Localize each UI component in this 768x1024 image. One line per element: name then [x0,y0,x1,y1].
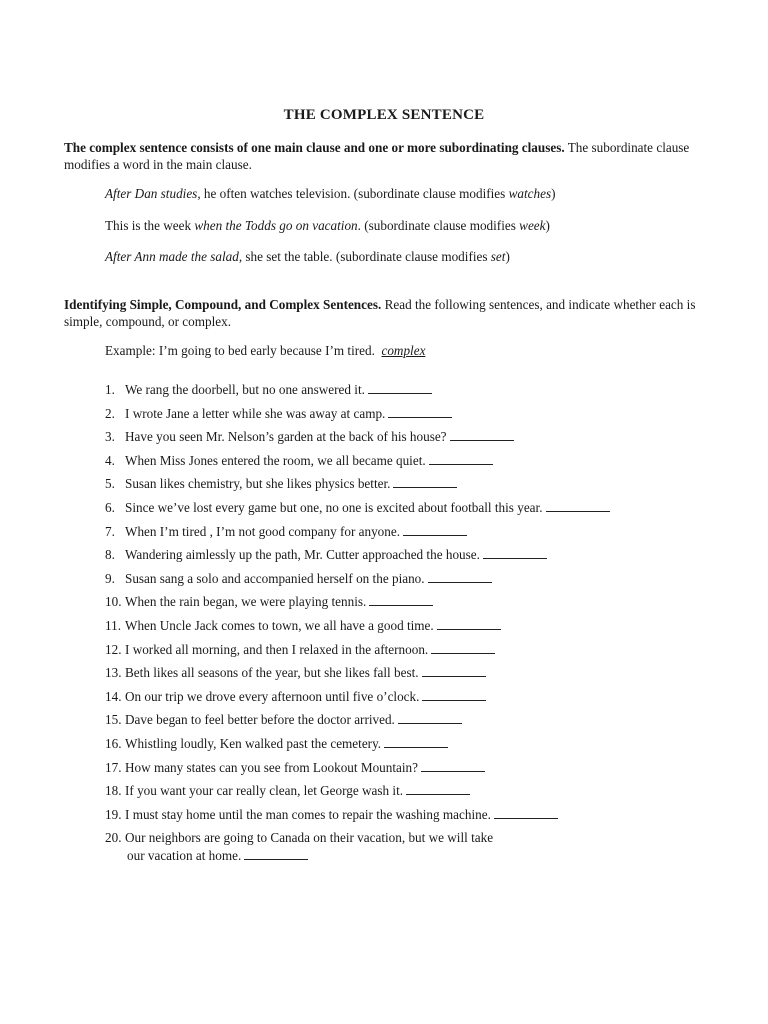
item-number: 18. [105,783,122,799]
answer-blank[interactable] [494,808,558,819]
item-text: Since we’ve lost every game but one, no one is excited about football this year. [125,500,543,515]
example-3-end: ) [505,249,510,264]
answer-blank[interactable] [546,501,610,512]
item-number: 16. [105,736,122,751]
exercise-item [105,712,462,728]
item-text: I wrote Jane a letter while she was away at camp. [125,405,386,421]
example-2-text: . (subordinate clause modifies [357,218,520,233]
exercise-item [105,382,432,398]
item-number: 2. [105,405,115,421]
exercise-item [105,618,501,634]
item-number: 12. [105,641,122,657]
intro-rest: The subordinate clause modifies a word in the main clause. [64,140,690,172]
example-3-text: , she set the table. (subordinate clause modifies [238,249,491,264]
answer-blank[interactable] [384,737,448,748]
example-2-clause: when the Todds go on vacation [194,218,358,233]
item-text: Susan likes chemistry, but she likes physics better. [125,476,391,492]
answer-blank[interactable] [450,430,514,441]
exercise-item [105,783,470,799]
exercise-item [105,807,558,823]
exercise-item [105,594,433,610]
item-text: Beth likes all seasons of the year, but she likes fall best. [125,665,419,681]
item-text: On our trip we drove every afternoon until five o’clock. [125,688,420,704]
answer-blank[interactable] [483,548,547,559]
section-instructions [64,296,714,330]
item-number: 17. [105,759,122,775]
worked-example-text: Example: I’m going to bed early because I’m tired. [105,343,375,358]
item-number: 13. [105,665,122,681]
item-text: Dave began to feel better before the doctor arrived. [125,712,395,728]
item-text: How many states can you see from Lookout Mountain? [125,759,418,775]
item-number: 15. [105,712,122,728]
item-number: 6. [105,500,115,515]
exercise-item [105,571,492,587]
answer-blank[interactable] [406,784,470,795]
answer-blank[interactable] [393,477,457,488]
example-2-modified: week [519,218,546,233]
intro-paragraph [64,139,714,173]
example-3-clause: After Ann made the salad [105,249,239,264]
page-title: THE COMPLEX SENTENCE [283,107,485,123]
item-number: 8. [105,547,115,563]
item-20-continuation-text: our vacation at home. [127,848,242,863]
example-2-end: ) [545,218,550,233]
exercise-item [105,689,486,705]
item-number: 7. [105,523,115,539]
item-number: 11. [105,618,121,633]
example-3-modified: set [490,249,506,264]
answer-blank[interactable] [421,761,485,772]
answer-blank[interactable] [422,666,486,677]
item-text: When I’m tired , I’m not good company for anyone. [125,523,401,539]
item-text: Have you seen Mr. Nelson’s garden at the back of his house? [125,429,447,445]
example-1-modified: watches [508,186,552,201]
worked-example [105,343,425,359]
exercise-item [105,453,493,469]
worked-example-answer: complex [381,343,426,358]
answer-blank[interactable] [437,619,501,630]
item-number: 4. [105,452,115,468]
item-number: 19. [105,806,122,822]
example-sentence-2 [105,218,550,234]
section-heading: Identifying Simple, Compound, and Complex Sentences. [64,297,382,312]
item-text: When Miss Jones entered the room, we all became quiet. [125,452,426,468]
item-text: Whistling loudly, Ken walked past the cemetery. [125,736,382,751]
example-sentence-1 [105,186,556,202]
answer-blank[interactable] [403,525,467,536]
answer-blank[interactable] [369,595,433,606]
answer-blank[interactable] [244,849,308,860]
exercise-item [105,476,457,492]
exercise-item [105,429,514,445]
example-2-pre: This is the week [105,218,195,233]
item-number: 9. [105,570,115,586]
answer-blank[interactable] [428,572,492,583]
item-number: 10. [105,594,122,610]
item-number: 20. [105,830,122,846]
item-20-continuation [127,848,308,864]
item-number: 3. [105,429,115,445]
item-text: I worked all morning, and then I relaxed in the afternoon. [125,641,429,657]
answer-blank[interactable] [431,643,495,654]
answer-blank[interactable] [388,407,452,418]
exercise-item [105,665,486,681]
example-1-text: , he often watches television. (subordinate clause modifies [197,186,509,201]
exercise-item [105,406,452,422]
item-number: 14. [105,688,122,704]
item-text: Wandering aimlessly up the path, Mr. Cutter approached the house. [125,547,480,563]
answer-blank[interactable] [429,454,493,465]
answer-blank[interactable] [422,690,486,701]
exercise-item [105,760,485,776]
item-number: 5. [105,476,115,492]
exercise-item [105,642,495,658]
example-1-clause: After Dan studies [105,186,198,201]
exercise-item [105,500,610,516]
section-rest: Read the following sentences, and indicate whether each is simple, compound, or complex. [64,297,696,329]
example-sentence-3 [105,249,510,265]
item-text: When Uncle Jack comes to town, we all have a good time. [125,618,434,633]
answer-blank[interactable] [398,713,462,724]
exercise-item [105,524,467,540]
item-text: Susan sang a solo and accompanied herself on the piano. [125,570,425,586]
example-1-end: ) [551,186,556,201]
exercise-item [105,736,448,752]
item-text: If you want your car really clean, let George wash it. [125,783,404,799]
answer-blank[interactable] [368,383,432,394]
item-text: When the rain began, we were playing tennis. [125,594,367,610]
item-number: 1. [105,382,115,397]
exercise-item [105,547,547,563]
intro-bold: The complex sentence consists of one main clause and one or more subordinating clauses. [64,140,565,155]
item-text: I must stay home until the man comes to repair the washing machine. [125,806,491,822]
item-text: Our neighbors are going to Canada on their vacation, but we will take [125,830,494,846]
exercise-item [105,830,493,846]
item-text: We rang the doorbell, but no one answered it. [125,382,365,397]
